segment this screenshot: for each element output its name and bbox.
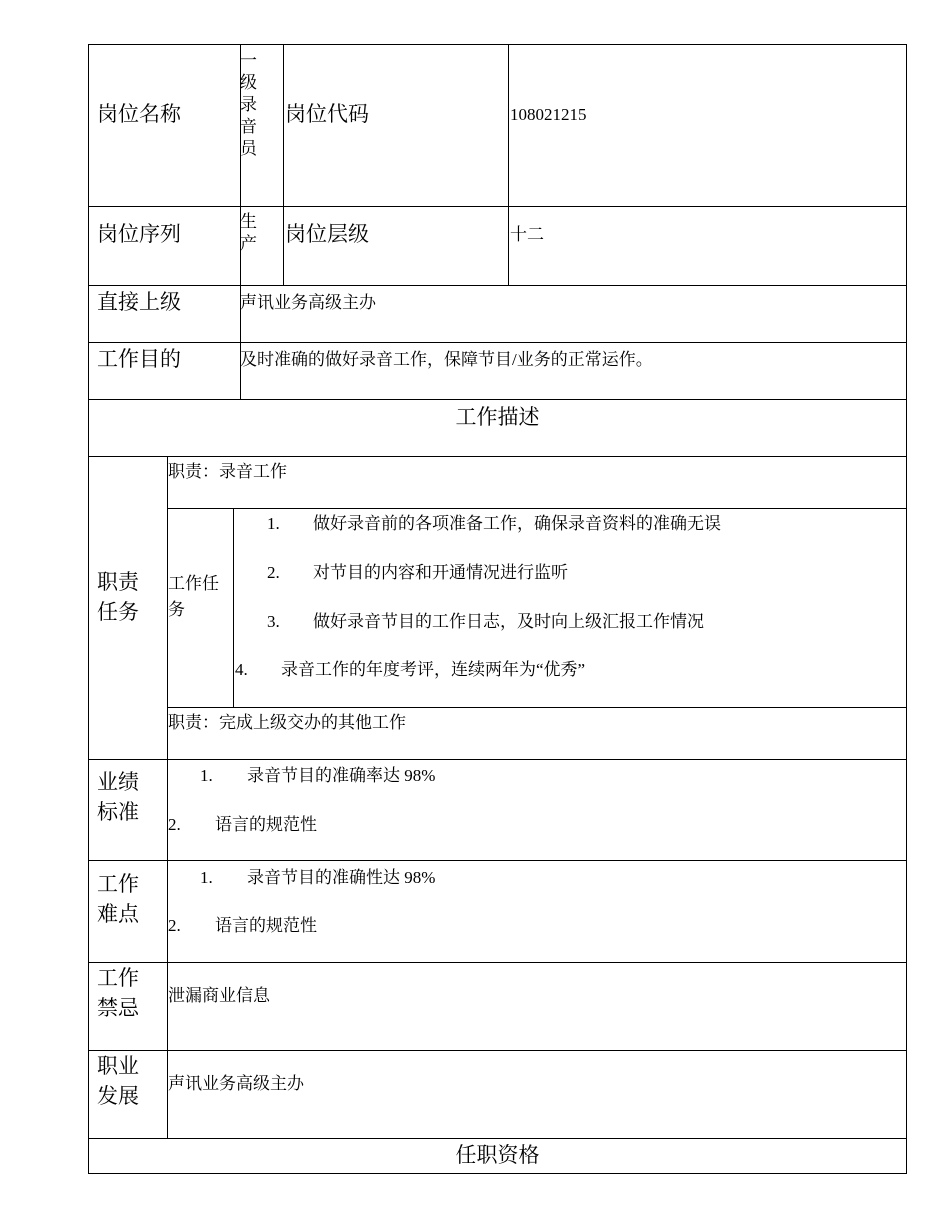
purpose-label: 工作目的 bbox=[97, 347, 181, 371]
row-divider bbox=[88, 759, 907, 760]
series-value: 生产 bbox=[240, 212, 257, 253]
row-divider bbox=[88, 1050, 907, 1051]
career-label-line1: 职业 bbox=[97, 1054, 139, 1078]
tasks-label-line1: 工作任 bbox=[168, 574, 219, 593]
duty2-title: 职责：完成上级交办的其他工作 bbox=[168, 713, 406, 732]
performance-label-line2: 标准 bbox=[97, 800, 139, 824]
performance-item-number: 2. bbox=[168, 815, 181, 834]
task-number: 3. bbox=[267, 612, 280, 631]
difficulty-item-text: 录音节目的准确性达 98% bbox=[247, 868, 436, 887]
col-divider bbox=[508, 44, 509, 285]
career-value: 声讯业务高级主办 bbox=[168, 1074, 304, 1093]
row-divider bbox=[88, 342, 907, 343]
series-label: 岗位序列 bbox=[97, 222, 181, 246]
duties-label-line2: 任务 bbox=[97, 600, 139, 624]
level-label: 岗位层级 bbox=[285, 222, 369, 246]
row-divider bbox=[167, 707, 907, 708]
taboo-value: 泄漏商业信息 bbox=[168, 986, 270, 1005]
row-divider bbox=[88, 399, 907, 400]
row-divider bbox=[167, 508, 907, 509]
duty1-title: 职责：录音工作 bbox=[168, 462, 287, 481]
task-number: 1. bbox=[267, 514, 280, 533]
superior-value: 声讯业务高级主办 bbox=[240, 293, 376, 312]
row-divider bbox=[88, 285, 907, 286]
difficulty-item-number: 1. bbox=[200, 868, 213, 887]
position-name-value: 一级录音员 bbox=[240, 51, 257, 158]
task-text: 对节目的内容和开通情况进行监听 bbox=[313, 563, 568, 582]
duties-label-line1: 职责 bbox=[97, 570, 139, 594]
taboo-label-line1: 工作 bbox=[97, 966, 139, 990]
performance-label-line1: 业绩 bbox=[97, 770, 139, 794]
purpose-value: 及时准确的做好录音工作，保障节目/业务的正常运作。 bbox=[240, 350, 653, 369]
col-divider bbox=[283, 44, 284, 285]
row-divider bbox=[88, 456, 907, 457]
work-description-title: 工作描述 bbox=[455, 405, 540, 429]
superior-label: 直接上级 bbox=[97, 290, 181, 314]
performance-item-number: 1. bbox=[200, 766, 213, 785]
row-divider bbox=[88, 206, 907, 207]
qualification-title: 任职资格 bbox=[455, 1143, 540, 1167]
row-divider bbox=[88, 860, 907, 861]
position-code-label: 岗位代码 bbox=[285, 102, 369, 126]
col-divider bbox=[233, 508, 234, 707]
career-label-line2: 发展 bbox=[97, 1084, 139, 1108]
difficulty-label-line1: 工作 bbox=[97, 872, 139, 896]
row-divider bbox=[88, 962, 907, 963]
tasks-label-line2: 务 bbox=[168, 600, 185, 619]
task-number: 4. bbox=[235, 660, 248, 679]
task-number: 2. bbox=[267, 563, 280, 582]
level-value: 十二 bbox=[510, 225, 544, 244]
task-text: 做好录音节目的工作日志，及时向上级汇报工作情况 bbox=[313, 612, 704, 631]
performance-item-text: 语言的规范性 bbox=[215, 815, 317, 834]
position-name-label: 岗位名称 bbox=[97, 102, 181, 126]
difficulty-item-text: 语言的规范性 bbox=[215, 916, 317, 935]
row-divider bbox=[88, 1138, 907, 1139]
difficulty-label-line2: 难点 bbox=[97, 902, 139, 926]
position-code-value: 108021215 bbox=[510, 105, 587, 124]
col-divider bbox=[167, 456, 168, 1138]
difficulty-item-number: 2. bbox=[168, 916, 181, 935]
task-text: 录音工作的年度考评，连续两年为“优秀” bbox=[281, 660, 586, 679]
performance-item-text: 录音节目的准确率达 98% bbox=[247, 766, 436, 785]
task-text: 做好录音前的各项准备工作，确保录音资料的准确无误 bbox=[313, 514, 721, 533]
taboo-label-line2: 禁忌 bbox=[97, 996, 139, 1020]
